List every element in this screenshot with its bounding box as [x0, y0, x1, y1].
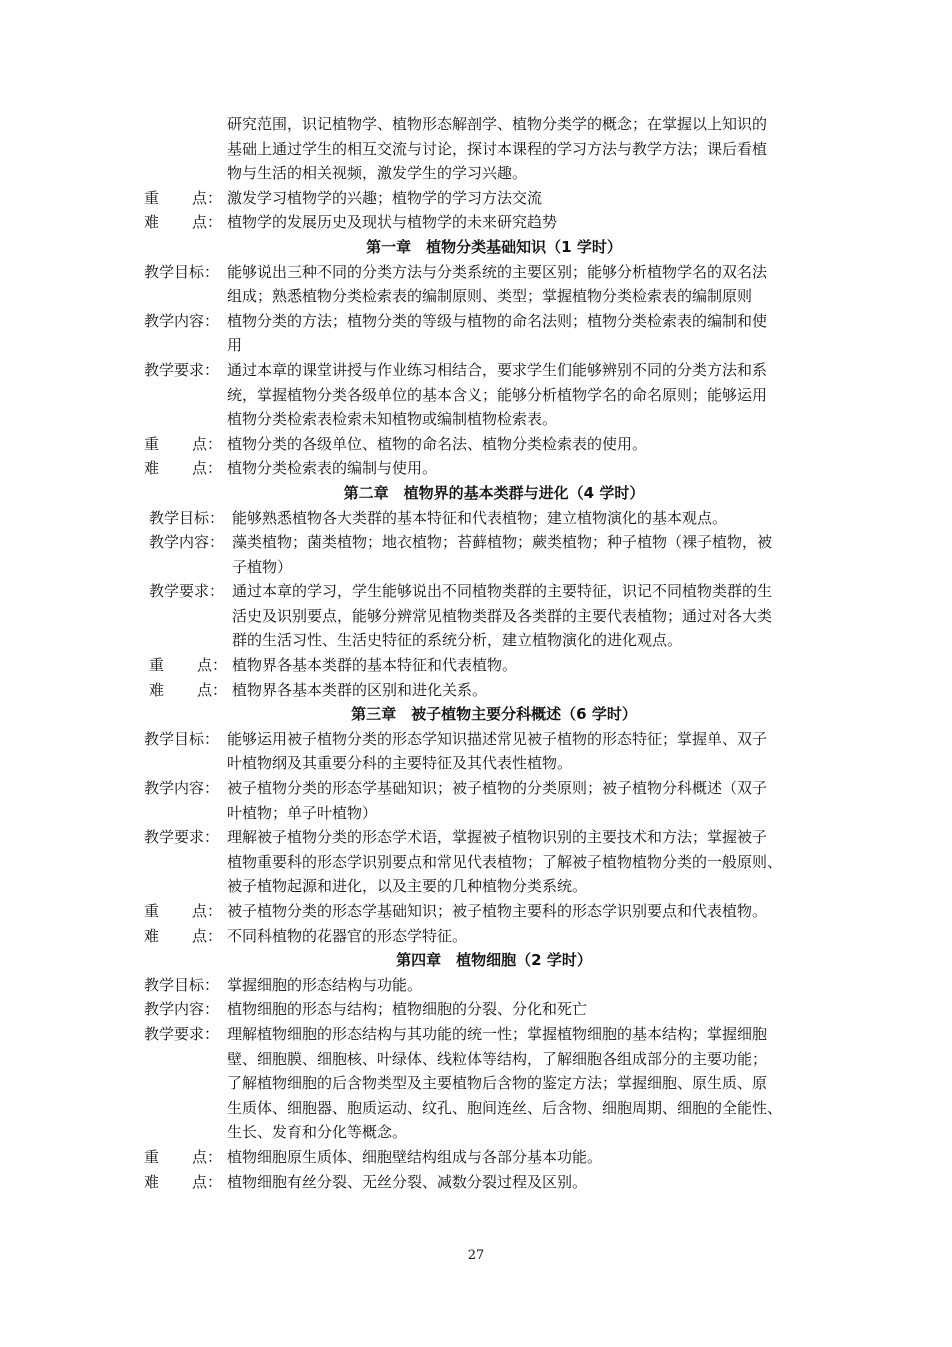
- chapter-4-title: 第四章 植物细胞（2 学时）: [396, 951, 592, 970]
- chapter-2-requirement-cont: 活史及识别要点，能够分辨常见植物类群及各类群的主要代表植物；通过对各大类: [232, 606, 773, 625]
- chapter-2-requirement-cont: 群的生活习性、生活史特征的系统分析，建立植物演化的进化观点。: [232, 631, 683, 650]
- chapter-4-requirement: 教学要求： 理解植物细胞的形态结构与其功能的统一性；掌握植物细胞的基本结构；掌握细胞: [144, 1024, 768, 1043]
- intro-difficulty: 难 点： 植物学的发展历史及现状与植物学的未来研究趋势: [144, 213, 558, 232]
- chapter-3-requirement-cont: 植物重要科的形态学识别要点和常见代表植物；了解被子植物植物分类的一般原则、: [227, 852, 783, 871]
- chapter-1-title: 第一章 植物分类基础知识（1 学时）: [366, 237, 622, 256]
- intro-line: 基础上通过学生的相互交流与讨论，探讨本课程的学习方法与教学方法；课后看植: [227, 139, 768, 158]
- chapter-3-title: 第三章 被子植物主要分科概述（6 学时）: [351, 705, 637, 724]
- intro-line: 研究范围，识记植物学、植物形态解剖学、植物分类学的概念；在掌握以上知识的: [227, 115, 768, 133]
- chapter-1-key-point: 重 点： 植物分类的各级单位、植物的命名法、植物分类检索表的使用。: [144, 434, 648, 453]
- page-number: 27: [467, 1248, 485, 1263]
- chapter-1-requirement-cont: 统，掌握植物分类各级单位的基本含义；能够分析植物学名的命名原则；能够运用: [227, 385, 768, 404]
- chapter-1-requirement: 教学要求： 通过本章的课堂讲授与作业练习相结合，要求学生们能够辨别不同的分类方法和系: [144, 360, 768, 379]
- chapter-3-content: 教学内容： 被子植物分类的形态学基础知识；被子植物的分类原则；被子植物分科概述（双子: [144, 779, 768, 798]
- chapter-4-requirement-cont: 了解植物细胞的后含物类型及主要植物后含物的鉴定方法；掌握细胞、原生质、原: [227, 1074, 768, 1093]
- chapter-3-key-point: 重 点： 被子植物分类的形态学基础知识；被子植物主要科的形态学识别要点和代表植物。: [144, 902, 768, 920]
- chapter-1-goal: 教学目标： 能够说出三种不同的分类方法与分类系统的主要区别；能够分析植物学名的双名法: [144, 262, 768, 281]
- chapter-1-difficulty: 难 点： 植物分类检索表的编制与使用。: [144, 459, 438, 478]
- chapter-4-requirement-cont: 生长、发育和分化等概念。: [227, 1123, 408, 1142]
- chapter-2-key-point: 重 点： 植物界各基本类群的基本特征和代表植物。: [149, 656, 518, 675]
- chapter-2-goal: 教学目标： 能够熟悉植物各大类群的基本特征和代表植物；建立植物演化的基本观点。: [149, 508, 728, 527]
- chapter-4-requirement-cont: 壁、细胞膜、细胞核、叶绿体、线粒体等结构，了解细胞各组成部分的主要功能；: [227, 1049, 768, 1068]
- chapter-2-difficulty: 难 点： 植物界各基本类群的区别和进化关系。: [149, 680, 488, 699]
- chapter-2-requirement: 教学要求： 通过本章的学习，学生能够说出不同植物类群的主要特征，识记不同植物类群的生: [149, 582, 773, 601]
- chapter-2-title: 第二章 植物界的基本类群与进化（4 学时）: [343, 483, 645, 502]
- chapter-4-requirement-cont: 生质体、细胞器、胞质运动、纹孔、胞间连丝、后含物、细胞周期、细胞的全能性、: [227, 1098, 783, 1117]
- chapter-2-content-cont: 子植物）: [232, 557, 293, 576]
- intro-line: 物与生活的相关视频，激发学生的学习兴趣。: [227, 164, 528, 183]
- chapter-4-goal: 教学目标： 掌握细胞的形态结构与功能。: [144, 975, 423, 994]
- chapter-3-requirement-cont: 被子植物起源和进化，以及主要的几种植物分类系统。: [227, 877, 588, 896]
- chapter-3-content-cont: 叶植物；单子叶植物）: [227, 803, 378, 822]
- chapter-3-goal-cont: 叶植物纲及其重要分科的主要特征及其代表性植物。: [227, 754, 573, 773]
- chapter-4-content: 教学内容： 植物细胞的形态与结构；植物细胞的分裂、分化和死亡: [144, 1000, 588, 1019]
- chapter-1-requirement-cont: 植物分类检索表检索未知植物或编制植物检索表。: [227, 410, 558, 429]
- chapter-4-key-point: 重 点： 植物细胞原生质体、细胞壁结构组成与各部分基本功能。: [144, 1147, 603, 1166]
- page-content: [144, 112, 844, 1194]
- chapter-2-content: 教学内容： 藻类植物；菌类植物；地衣植物；苔藓植物；蕨类植物；种子植物（裸子植物，被: [149, 533, 773, 552]
- chapter-1-content: 教学内容： 植物分类的方法；植物分类的等级与植物的命名法则；植物分类检索表的编制和使: [144, 311, 768, 330]
- chapter-1-content-cont: 用: [227, 336, 243, 355]
- chapter-1-goal-cont: 组成；熟悉植物分类检索表的编制原则、类型；掌握植物分类检索表的编制原则: [227, 287, 753, 306]
- chapter-4-difficulty: 难 点： 植物细胞有丝分裂、无丝分裂、减数分裂过程及区别。: [144, 1172, 588, 1191]
- intro-key-point: 重 点： 激发学习植物学的兴趣；植物学的学习方法交流: [144, 188, 543, 207]
- chapter-3-requirement: 教学要求： 理解被子植物分类的形态学术语，掌握被子植物识别的主要技术和方法；掌握被子: [144, 828, 768, 847]
- chapter-3-difficulty: 难 点： 不同科植物的花器官的形态学特征。: [144, 926, 468, 945]
- chapter-3-goal: 教学目标： 能够运用被子植物分类的形态学知识描述常见被子植物的形态特征；掌握单、双子: [144, 729, 768, 748]
